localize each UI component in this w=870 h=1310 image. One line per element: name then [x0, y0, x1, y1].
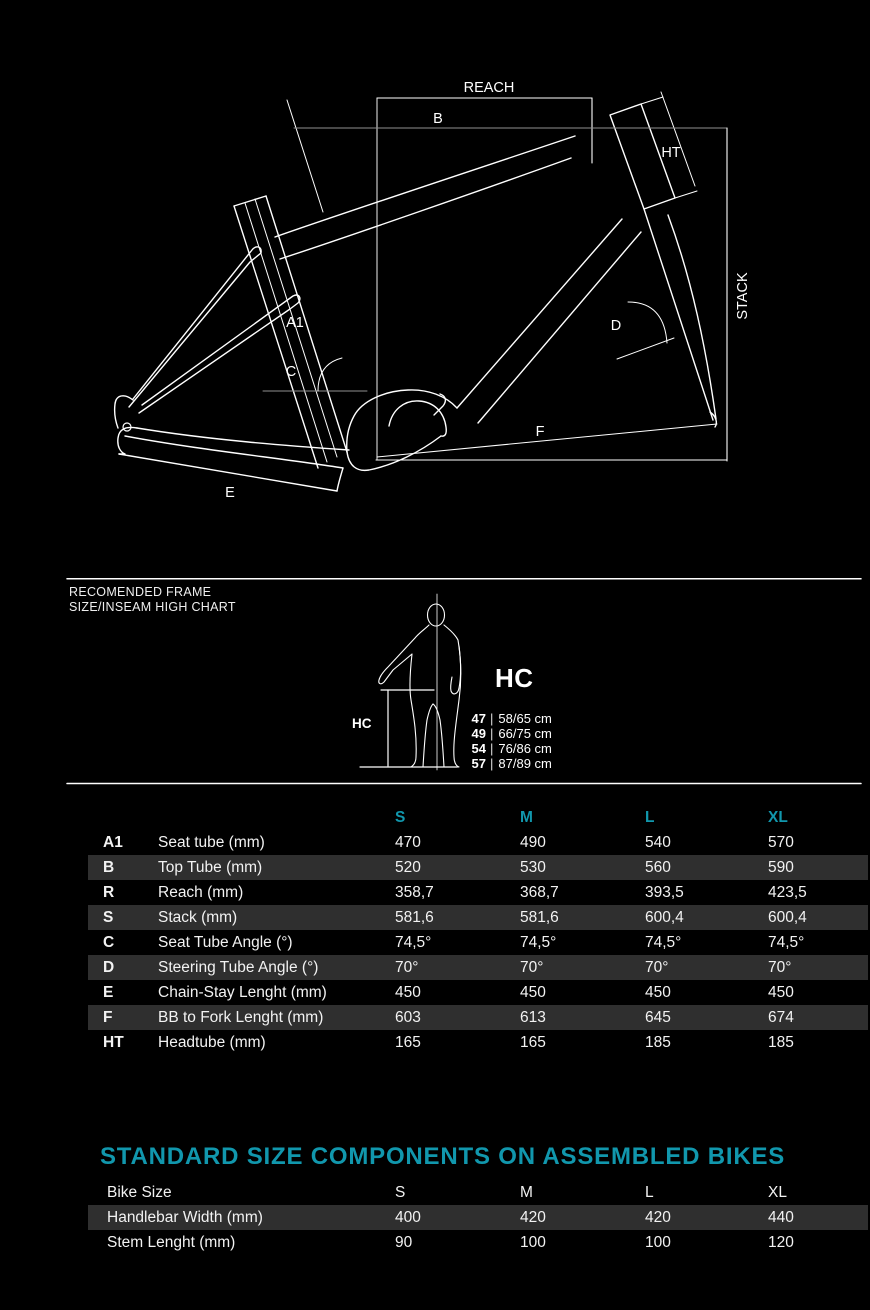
table-row [88, 930, 868, 955]
column-header-s: S [395, 808, 406, 826]
cell-s: 74,5° [395, 933, 432, 951]
cell-l: 70° [645, 958, 669, 976]
row-key: HT [103, 1033, 124, 1051]
chain-stay [119, 428, 349, 491]
size-chart-heading-line1: RECOMENDED FRAME [69, 585, 212, 599]
reach-label: REACH [463, 80, 515, 96]
components-table [88, 1180, 868, 1255]
row-label: Stem Lenght (mm) [107, 1233, 236, 1251]
row-key: S [103, 908, 114, 926]
cell-xl: 423,5 [768, 883, 807, 901]
row-label: Reach (mm) [158, 883, 244, 901]
row-label: Top Tube (mm) [158, 858, 263, 876]
cell-xl: 185 [768, 1033, 794, 1051]
inseam-measure [360, 690, 457, 767]
cell-xl: 450 [768, 983, 794, 1001]
seat-tube-axis-line [287, 100, 323, 212]
cell-l: 393,5 [645, 883, 684, 901]
row-key: R [103, 883, 115, 901]
row-key: E [103, 983, 114, 1001]
hc-size-value: 54 [471, 741, 486, 756]
row-label: Chain-Stay Lenght (mm) [158, 983, 327, 1001]
row-label: Seat Tube Angle (°) [158, 933, 293, 951]
cell-s: 450 [395, 983, 421, 1001]
cell-xl: 74,5° [768, 933, 805, 951]
hc-size-row [468, 711, 552, 726]
cell-s: 520 [395, 858, 421, 876]
cell-s: 470 [395, 833, 421, 851]
row-key: B [103, 858, 115, 876]
row-key: A1 [103, 833, 123, 851]
cell-l: 100 [645, 1233, 671, 1251]
hc-size-range: 66/75 cm [498, 726, 552, 741]
cell-m: 420 [520, 1208, 546, 1226]
hc-measure-label: HC [352, 716, 372, 731]
hc-separator: | [490, 711, 494, 726]
cell-l: 450 [645, 983, 671, 1001]
table-row [88, 1030, 868, 1055]
cell-l: 540 [645, 833, 671, 851]
cell-m: 450 [520, 983, 546, 1001]
cell-l: 600,4 [645, 908, 684, 926]
cell-s: 90 [395, 1233, 413, 1251]
cell-m: 70° [520, 958, 544, 976]
row-label: Seat tube (mm) [158, 833, 265, 851]
cell-m: 581,6 [520, 908, 559, 926]
cell-xl: 600,4 [768, 908, 807, 926]
seat-tube [234, 196, 347, 468]
hc-separator: | [490, 741, 494, 756]
components-title: STANDARD SIZE COMPONENTS ON ASSEMBLED BIKES [100, 1143, 786, 1170]
size-chart-heading-line2: SIZE/INSEAM HIGH CHART [69, 600, 236, 614]
hc-size-range: 76/86 cm [498, 741, 552, 756]
row-label: Handlebar Width (mm) [107, 1208, 263, 1226]
cell-xl: 674 [768, 1008, 794, 1026]
cell-m: 368,7 [520, 883, 559, 901]
bb-fork-label: F [535, 424, 545, 440]
rear-dropout [115, 396, 137, 454]
cell-l: 420 [645, 1208, 671, 1226]
cell-l: 645 [645, 1008, 671, 1026]
hc-size-range: 58/65 cm [498, 711, 552, 726]
cell-xl: 570 [768, 833, 794, 851]
cell-s: 400 [395, 1208, 421, 1226]
cell-l: 560 [645, 858, 671, 876]
table-row [88, 1230, 868, 1255]
table-row [88, 830, 868, 855]
row-key: D [103, 958, 115, 976]
cell-s: 165 [395, 1033, 421, 1051]
cell-xl: 70° [768, 958, 792, 976]
hc-size-row [468, 741, 552, 756]
row-label: BB to Fork Lenght (mm) [158, 1008, 324, 1026]
geometry-table [88, 805, 868, 1055]
hc-size-list [468, 711, 552, 771]
table-row [88, 880, 868, 905]
cell-m: 490 [520, 833, 546, 851]
cell-xl: 590 [768, 858, 794, 876]
cell-l: 185 [645, 1033, 671, 1051]
components-column-m: M [520, 1183, 533, 1201]
cell-m: 530 [520, 858, 546, 876]
cell-xl: 440 [768, 1208, 794, 1226]
hc-size-value: 47 [471, 711, 486, 726]
reach-dimension [377, 98, 592, 460]
table-row [88, 980, 868, 1005]
hc-separator: | [490, 756, 494, 771]
components-column-s: S [395, 1183, 406, 1201]
cell-m: 74,5° [520, 933, 557, 951]
column-header-xl: XL [768, 808, 788, 826]
stack-label: STACK [735, 272, 751, 320]
bottom-bracket-motor [347, 390, 457, 470]
components-column-l: L [645, 1183, 654, 1201]
row-label: Headtube (mm) [158, 1033, 266, 1051]
cell-xl: 120 [768, 1233, 794, 1251]
components-header-row [88, 1180, 868, 1205]
steering-angle-marker [617, 302, 674, 359]
row-key: F [103, 1008, 113, 1026]
cell-l: 74,5° [645, 933, 682, 951]
row-label: Steering Tube Angle (°) [158, 958, 319, 976]
column-header-m: M [520, 808, 533, 826]
hc-size-value: 49 [471, 726, 486, 741]
row-label: Stack (mm) [158, 908, 238, 926]
human-figure [379, 594, 461, 770]
fork [644, 209, 716, 427]
cell-s: 70° [395, 958, 419, 976]
hc-size-row [468, 726, 552, 741]
cell-m: 100 [520, 1233, 546, 1251]
frame-geometry-diagram [0, 0, 870, 570]
hc-separator: | [490, 726, 494, 741]
chain-stay-label: E [225, 485, 235, 501]
seat-angle-marker [263, 358, 367, 391]
row-key: C [103, 933, 115, 951]
cell-s: 603 [395, 1008, 421, 1026]
cell-m: 613 [520, 1008, 546, 1026]
seat-angle-label: C [285, 364, 297, 380]
table-row [88, 1005, 868, 1030]
head-tube-label: HT [661, 145, 681, 161]
table-row [88, 1205, 868, 1230]
geometry-header-row [88, 805, 868, 830]
components-column-xl: XL [768, 1183, 787, 1201]
top-tube-label: B [433, 111, 443, 127]
cell-s: 581,6 [395, 908, 434, 926]
stack-dimension [376, 128, 727, 461]
components-header-label: Bike Size [107, 1183, 172, 1201]
table-row [88, 955, 868, 980]
hc-size-range: 87/89 cm [498, 756, 552, 771]
cell-m: 165 [520, 1033, 546, 1051]
hc-title: HC [495, 663, 534, 693]
size-chart-heading [69, 585, 236, 615]
cell-s: 358,7 [395, 883, 434, 901]
seat-tube-label: A1 [286, 315, 304, 331]
column-header-l: L [645, 808, 655, 826]
top-tube [275, 136, 575, 259]
table-row [88, 855, 868, 880]
bb-fork-dimension-line [377, 424, 717, 457]
hc-size-value: 57 [471, 756, 486, 771]
steering-angle-label: D [610, 318, 622, 334]
table-row [88, 905, 868, 930]
hc-size-row [468, 756, 552, 771]
